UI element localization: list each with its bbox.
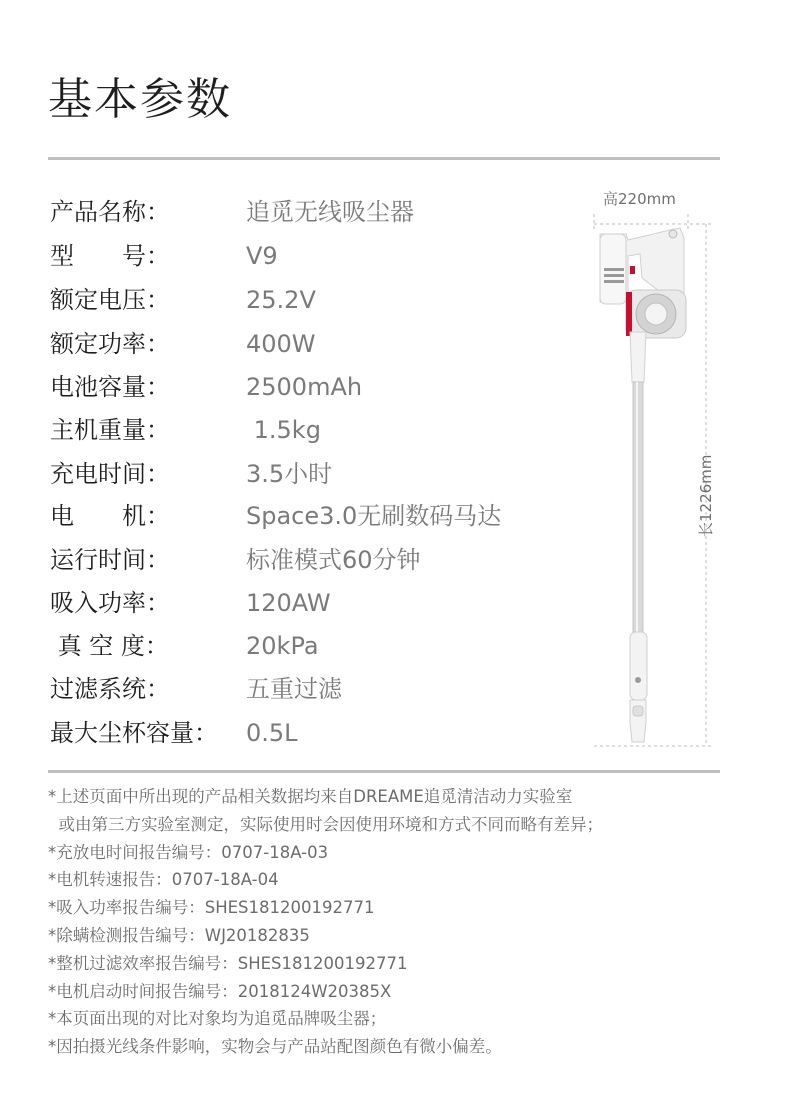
spec-label: 最大尘杯容量： bbox=[50, 719, 218, 747]
footnote: *本页面出现的对比对象均为追觅品牌吸尘器； bbox=[48, 1009, 387, 1029]
footnote: *电机转速报告：0707-18A-04 bbox=[48, 870, 279, 890]
spec-value: 1.5kg bbox=[246, 416, 321, 444]
spec-row-run-time bbox=[48, 538, 608, 582]
spec-value: 五重过滤 bbox=[246, 675, 342, 703]
spec-label: 主机重量： bbox=[50, 416, 170, 444]
spec-label: 吸入功率： bbox=[50, 589, 170, 617]
spec-row-model bbox=[48, 234, 608, 278]
height-dimension-label: 高220mm bbox=[603, 190, 676, 208]
footnotes bbox=[48, 783, 738, 1061]
top-divider bbox=[48, 157, 720, 160]
spec-label: 电池容量： bbox=[50, 373, 170, 401]
spec-row-rated-power bbox=[48, 322, 608, 366]
motor-accent-ring bbox=[626, 292, 632, 336]
spec-row-filtration bbox=[48, 667, 608, 711]
footnote: *上述页面中所出现的产品相关数据均来自DREAME追觅清洁动力实验室 bbox=[48, 787, 573, 806]
length-dimension-label: 长1226mm bbox=[697, 454, 715, 537]
release-button bbox=[635, 677, 641, 683]
lower-connector bbox=[630, 632, 647, 700]
spec-value: Space3.0无刷数码马达 bbox=[246, 502, 502, 530]
product-figure bbox=[580, 182, 730, 762]
footnote: *整机过滤效率报告编号：SHES181200192771 bbox=[48, 953, 408, 973]
spec-label: 额定功率： bbox=[50, 330, 170, 358]
handle-cap bbox=[669, 230, 677, 238]
spec-value: 20kPa bbox=[246, 632, 319, 660]
spec-label: 充电时间： bbox=[50, 460, 170, 488]
spec-label: 电 机： bbox=[50, 502, 170, 530]
spec-row-dust-cup bbox=[48, 711, 608, 755]
vent-line bbox=[604, 280, 624, 283]
spec-value: 400W bbox=[246, 330, 316, 358]
spec-value: 120AW bbox=[246, 589, 331, 617]
spec-row-motor bbox=[48, 494, 608, 538]
spec-value: V9 bbox=[246, 242, 278, 270]
vent-line bbox=[604, 274, 624, 277]
footnote: *电机启动时间报告编号：2018124W20385X bbox=[48, 981, 392, 1001]
spec-row-rated-voltage bbox=[48, 278, 608, 322]
bottom-divider bbox=[48, 770, 720, 773]
spec-row-charge-time bbox=[48, 452, 608, 496]
cyclone-center bbox=[645, 303, 667, 325]
footnote: *充放电时间报告编号：0707-18A-03 bbox=[48, 842, 329, 862]
spec-row-weight bbox=[48, 408, 608, 452]
page-title: 基本参数 bbox=[48, 74, 232, 125]
spec-label: 运行时间： bbox=[50, 546, 170, 574]
spec-value: 追觅无线吸尘器 bbox=[246, 198, 414, 226]
trigger-accent bbox=[630, 266, 635, 274]
footnote: *因拍摄光线条件影响，实物会与产品站配图颜色有微小偏差。 bbox=[48, 1037, 502, 1057]
spec-label: 真 空 度： bbox=[50, 632, 169, 660]
spec-value: 0.5L bbox=[246, 719, 298, 747]
spec-row-battery-capacity bbox=[48, 365, 608, 409]
spec-value: 3.5小时 bbox=[246, 460, 333, 488]
floor-head-joint bbox=[633, 706, 643, 716]
spec-row-suction-power bbox=[48, 581, 608, 625]
tube-highlight bbox=[636, 382, 638, 632]
vent-line bbox=[604, 268, 624, 271]
spec-label: 型 号： bbox=[50, 242, 170, 270]
footnote: *除螨检测报告编号：WJ20182835 bbox=[48, 925, 310, 945]
spec-label: 产品名称： bbox=[50, 198, 170, 226]
spec-value: 2500mAh bbox=[246, 373, 363, 401]
spec-label: 额定电压： bbox=[50, 286, 170, 314]
upper-connector bbox=[630, 332, 646, 382]
spec-value: 标准模式60分钟 bbox=[246, 546, 421, 574]
footnote: 或由第三方实验室测定，实际使用时会因使用环境和方式不同而略有差异； bbox=[48, 814, 603, 834]
spec-value: 25.2V bbox=[246, 286, 316, 314]
spec-row-product-name bbox=[48, 190, 608, 234]
spec-label: 过滤系统： bbox=[50, 675, 170, 703]
vacuum-illustration bbox=[580, 182, 730, 762]
spec-row-vacuum bbox=[48, 624, 608, 668]
footnote: *吸入功率报告编号：SHES181200192771 bbox=[48, 898, 375, 918]
